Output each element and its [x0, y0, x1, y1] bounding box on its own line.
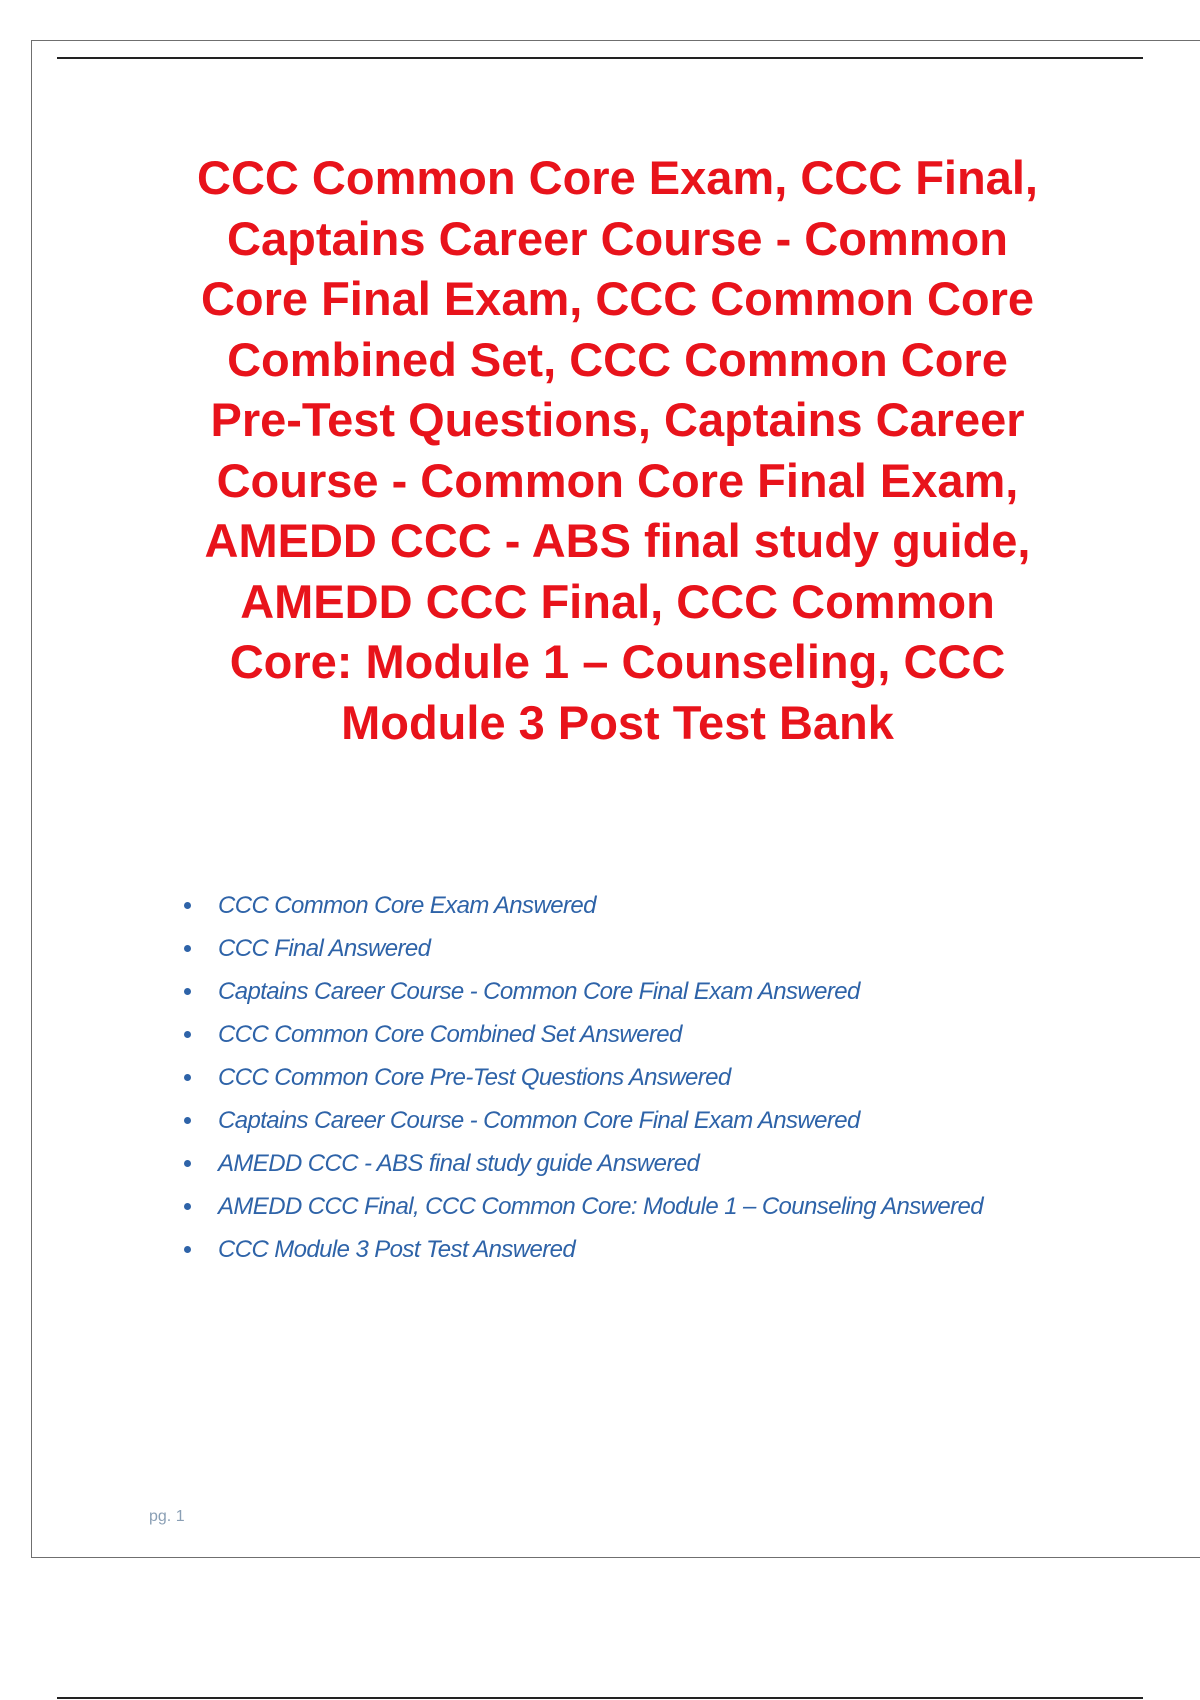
title-line: AMEDD CCC Final, CCC Common [240, 574, 995, 628]
title-line: Module 3 Post Test Bank [341, 695, 894, 749]
list-item [180, 1099, 983, 1142]
bullet-icon [184, 1031, 191, 1038]
list-item-text: CCC Common Core Pre-Test Questions Answered [218, 1064, 731, 1091]
list-item-text: CCC Common Core Exam Answered [218, 892, 596, 919]
list-item-text: CCC Module 3 Post Test Answered [218, 1236, 576, 1263]
list-item [180, 1185, 983, 1228]
answered-list [180, 884, 983, 1271]
list-item-text: Captains Career Course - Common Core Final Exam Answered [218, 1107, 860, 1134]
list-item-text: AMEDD CCC - ABS final study guide Answered [218, 1150, 700, 1177]
list-item-text: Captains Career Course - Common Core Final Exam Answered [218, 978, 860, 1005]
list-item [180, 1142, 983, 1185]
list-item [180, 884, 983, 927]
title-line: Pre-Test Questions, Captains Career [210, 393, 1025, 446]
bullet-icon [184, 1117, 191, 1124]
document-title [130, 148, 1105, 753]
next-page-header-rule [57, 1697, 1143, 1699]
bullet-icon [184, 1160, 191, 1167]
title-line: Core Final Exam, CCC Common Core [200, 272, 1035, 325]
list-item-text: AMEDD CCC Final, CCC Common Core: Module 1 – Counseling Answered [218, 1193, 984, 1220]
list-item [180, 1056, 983, 1099]
title-line: Captains Career Course - Common [227, 211, 1008, 265]
title-line: AMEDD CCC - ABS final study guide, [204, 514, 1031, 567]
bullet-icon [184, 1203, 191, 1210]
list-item-text: CCC Common Core Combined Set Answered [218, 1021, 682, 1048]
title-line: Combined Set, CCC Common Core [227, 332, 1008, 386]
header-rule [57, 57, 1143, 59]
title-line: Course - Common Core Final Exam, [216, 453, 1019, 507]
list-item [180, 1228, 983, 1271]
bullet-icon [184, 902, 191, 909]
page-number: pg. 1 [149, 1508, 185, 1525]
title-line: CCC Common Core Exam, CCC Final, [197, 151, 1038, 204]
bullet-icon [184, 945, 191, 952]
bullet-icon [184, 1074, 191, 1081]
list-item-text: CCC Final Answered [218, 935, 431, 962]
title-line: Core: Module 1 – Counseling, CCC [229, 635, 1006, 688]
bullet-icon [184, 1246, 191, 1253]
list-item [180, 1013, 983, 1056]
list-item [180, 927, 983, 970]
bullet-icon [184, 988, 191, 995]
list-item [180, 970, 983, 1013]
